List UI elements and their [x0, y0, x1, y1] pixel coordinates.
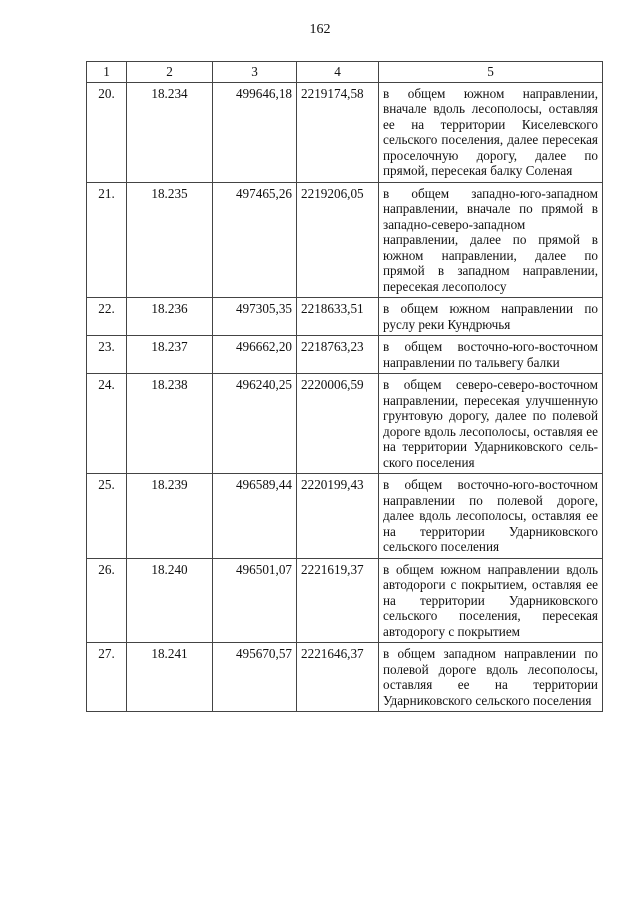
row-number: 26. [87, 558, 127, 643]
column-header-3: 3 [213, 62, 297, 83]
coordinate-x: 496501,07 [213, 558, 297, 643]
coordinate-y: 2219174,58 [297, 82, 379, 182]
point-id: 18.240 [127, 558, 213, 643]
point-id: 18.236 [127, 298, 213, 336]
table-row [87, 182, 603, 298]
page-number: 162 [309, 22, 331, 37]
boundary-description: в общем северо-северо-восточном направлении, пересекая улучшенную грунтовую дорогу, далее по полевой дороге вдоль лесополосы, оставляя ее на территории Ударниковского сельского поселения [379, 374, 603, 474]
coordinate-y: 2220199,43 [297, 474, 379, 559]
column-header-1: 1 [87, 62, 127, 83]
boundary-description: в общем западном направлении по полевой дороге вдоль лесополосы, оставляя ее на территории Ударниковского сельского поселения [379, 643, 603, 712]
coordinate-y: 2219206,05 [297, 182, 379, 298]
row-number: 20. [87, 82, 127, 182]
row-number: 21. [87, 182, 127, 298]
column-header-2: 2 [127, 62, 213, 83]
coordinate-x: 497305,35 [213, 298, 297, 336]
table-row [87, 474, 603, 559]
table-row [87, 643, 603, 712]
point-id: 18.234 [127, 82, 213, 182]
coordinate-x: 497465,26 [213, 182, 297, 298]
coordinate-y: 2218763,23 [297, 336, 379, 374]
coordinate-x: 495670,57 [213, 643, 297, 712]
coordinate-y: 2221619,37 [297, 558, 379, 643]
coordinate-x: 496240,25 [213, 374, 297, 474]
boundary-description: в общем западно-юго-западном направлении, вначале по прямой в западно-северо-западном направлении, далее по прямой в южном направлении, далее по прямой в западном направлении, пересекая лесополосу [379, 182, 603, 298]
coordinate-x: 499646,18 [213, 82, 297, 182]
point-id: 18.239 [127, 474, 213, 559]
point-id: 18.235 [127, 182, 213, 298]
row-number: 25. [87, 474, 127, 559]
coordinate-y: 2221646,37 [297, 643, 379, 712]
boundary-description: в общем южном направлении по руслу реки Кундрючья [379, 298, 603, 336]
table-row [87, 374, 603, 474]
boundary-description: в общем южном направлении вдоль автодороги с покрытием, оставляя ее на территории Ударниковского сельского поселения, пересекая автодорогу с покрытием [379, 558, 603, 643]
coordinate-y: 2218633,51 [297, 298, 379, 336]
coordinate-x: 496662,20 [213, 336, 297, 374]
point-id: 18.237 [127, 336, 213, 374]
point-id: 18.241 [127, 643, 213, 712]
boundary-description: в общем восточно-юго-восточном направлении по полевой дороге, далее вдоль лесополосы, оставляя ее на территории Ударниковского сельского поселения [379, 474, 603, 559]
boundary-description: в общем восточно-юго-восточном направлении по тальвегу балки [379, 336, 603, 374]
boundary-description: в общем южном направлении, вначале вдоль лесополосы, оставляя ее на территории Киселевского сельского поселения, далее пересекая проселочную дорогу, далее по прямой, пересекая балку Соленая [379, 82, 603, 182]
column-header-4: 4 [297, 62, 379, 83]
table-row [87, 558, 603, 643]
row-number: 24. [87, 374, 127, 474]
row-number: 27. [87, 643, 127, 712]
column-header-5: 5 [379, 62, 603, 83]
point-id: 18.238 [127, 374, 213, 474]
coordinate-y: 2220006,59 [297, 374, 379, 474]
table-row [87, 298, 603, 336]
table-row [87, 82, 603, 182]
table-row [87, 336, 603, 374]
coordinate-x: 496589,44 [213, 474, 297, 559]
header-row [87, 62, 603, 83]
boundary-table [86, 61, 603, 712]
row-number: 22. [87, 298, 127, 336]
row-number: 23. [87, 336, 127, 374]
